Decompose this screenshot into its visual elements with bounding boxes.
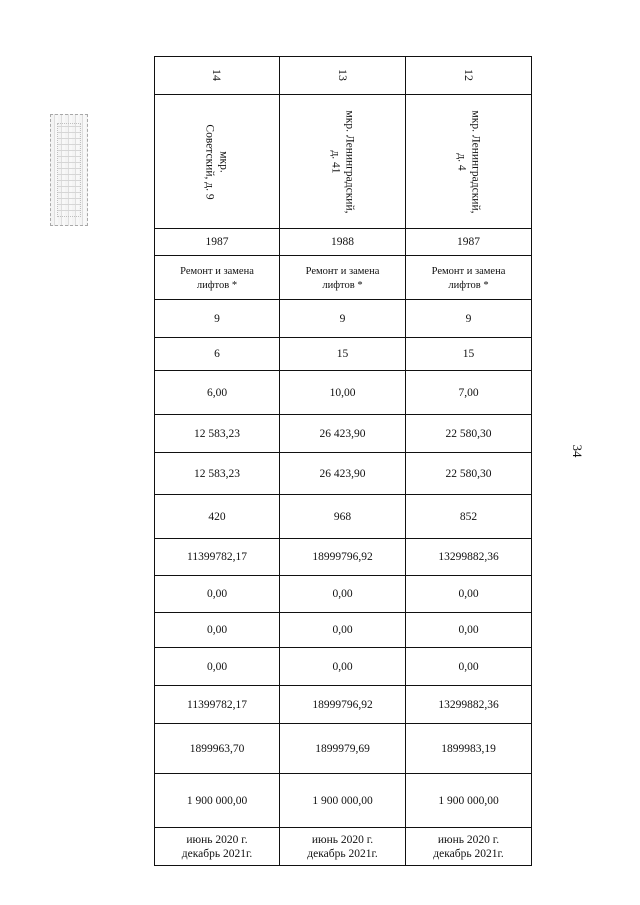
table-cell: 22 580,30 bbox=[406, 453, 532, 495]
cell-address: мкр. Советский, д. 9 bbox=[155, 95, 280, 229]
row-address bbox=[155, 95, 532, 229]
cell-year: 1987 bbox=[406, 229, 532, 256]
table-cell: 13299882,36 bbox=[406, 686, 532, 724]
row-index bbox=[155, 57, 532, 95]
cell-work-type: Ремонт и замена лифтов * bbox=[155, 256, 280, 300]
table-row bbox=[155, 371, 532, 415]
table-row bbox=[155, 415, 532, 453]
table-row bbox=[155, 774, 532, 828]
table-row bbox=[155, 686, 532, 724]
cell-year: 1987 bbox=[155, 229, 280, 256]
table-row bbox=[155, 724, 532, 774]
table-cell: 7,00 bbox=[406, 371, 532, 415]
cell-dates: июнь 2020 г. декабрь 2021г. bbox=[406, 828, 532, 866]
table-cell: 1 900 000,00 bbox=[155, 774, 280, 828]
table-cell: 26 423,90 bbox=[280, 415, 406, 453]
table-cell: 12 583,23 bbox=[155, 415, 280, 453]
table-cell: 1899963,70 bbox=[155, 724, 280, 774]
table-cell: 18999796,92 bbox=[280, 686, 406, 724]
row-floors bbox=[155, 300, 532, 338]
table-row bbox=[155, 613, 532, 648]
row-year bbox=[155, 229, 532, 256]
cell-address: мкр. Ленинградский, д. 4 bbox=[406, 95, 532, 229]
cell-floors: 9 bbox=[280, 300, 406, 338]
row-lifts bbox=[155, 338, 532, 371]
cell-dates: июнь 2020 г. декабрь 2021г. bbox=[280, 828, 406, 866]
table-cell: 6,00 bbox=[155, 371, 280, 415]
table-cell: 26 423,90 bbox=[280, 453, 406, 495]
table-row bbox=[155, 495, 532, 539]
table-cell: 18999796,92 bbox=[280, 539, 406, 576]
table-row bbox=[155, 453, 532, 495]
table-row bbox=[155, 576, 532, 613]
row-dates bbox=[155, 828, 532, 866]
page-number: 34 bbox=[570, 444, 585, 458]
table-cell: 1 900 000,00 bbox=[406, 774, 532, 828]
cell-index: 14 bbox=[155, 57, 280, 95]
cell-index: 12 bbox=[406, 57, 532, 95]
table-cell: 22 580,30 bbox=[406, 415, 532, 453]
table-cell: 0,00 bbox=[280, 576, 406, 613]
table-cell: 0,00 bbox=[155, 613, 280, 648]
cell-lifts: 6 bbox=[155, 338, 280, 371]
table-cell: 968 bbox=[280, 495, 406, 539]
table-cell: 1 900 000,00 bbox=[280, 774, 406, 828]
cell-work-type: Ремонт и замена лифтов * bbox=[280, 256, 406, 300]
cell-dates: июнь 2020 г. декабрь 2021г. bbox=[155, 828, 280, 866]
table-cell: 11399782,17 bbox=[155, 539, 280, 576]
table-cell: 13299882,36 bbox=[406, 539, 532, 576]
cell-lifts: 15 bbox=[280, 338, 406, 371]
cell-index: 13 bbox=[280, 57, 406, 95]
table-cell: 0,00 bbox=[406, 648, 532, 686]
faded-stamp bbox=[50, 114, 88, 226]
table-cell: 852 bbox=[406, 495, 532, 539]
data-table bbox=[154, 56, 532, 866]
cell-floors: 9 bbox=[406, 300, 532, 338]
row-work-type bbox=[155, 256, 532, 300]
table-cell: 0,00 bbox=[155, 648, 280, 686]
table-cell: 0,00 bbox=[280, 613, 406, 648]
table-cell: 0,00 bbox=[406, 613, 532, 648]
table-row bbox=[155, 539, 532, 576]
table-cell: 420 bbox=[155, 495, 280, 539]
cell-lifts: 15 bbox=[406, 338, 532, 371]
table-row bbox=[155, 648, 532, 686]
cell-year: 1988 bbox=[280, 229, 406, 256]
cell-address: мкр. Ленинградский, д. 41 bbox=[280, 95, 406, 229]
cell-floors: 9 bbox=[155, 300, 280, 338]
table-cell: 0,00 bbox=[155, 576, 280, 613]
table-cell: 0,00 bbox=[406, 576, 532, 613]
table-cell: 1899983,19 bbox=[406, 724, 532, 774]
cell-work-type: Ремонт и замена лифтов * bbox=[406, 256, 532, 300]
table-cell: 0,00 bbox=[280, 648, 406, 686]
table-cell: 10,00 bbox=[280, 371, 406, 415]
table-cell: 1899979,69 bbox=[280, 724, 406, 774]
table-cell: 11399782,17 bbox=[155, 686, 280, 724]
table-cell: 12 583,23 bbox=[155, 453, 280, 495]
